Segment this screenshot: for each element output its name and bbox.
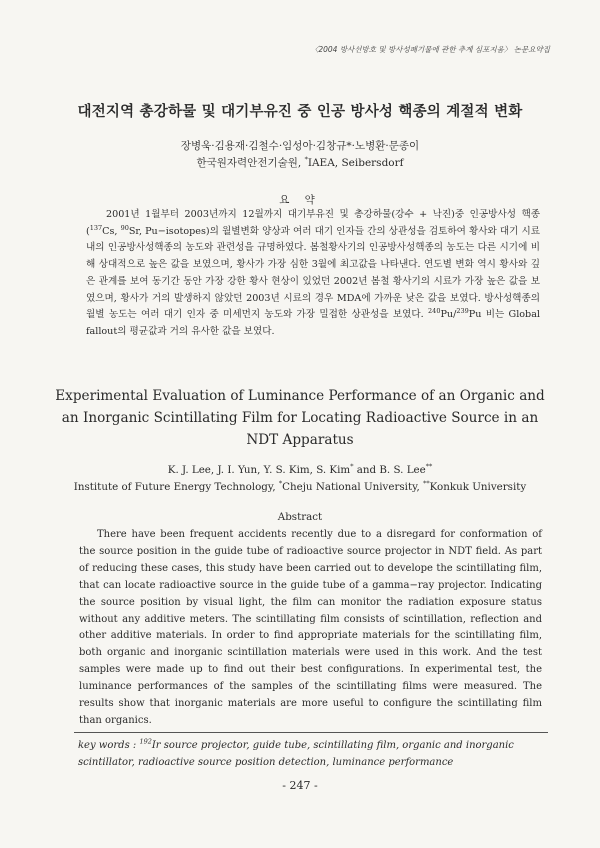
korean-abstract-text: Sr, Pu−isotopes)의 월별변화 양상과 여러 대기 인자들 간의 상관성을 검토하여 황사와 대기 시료내의 인공방사성핵종의 농도와 관련성을 규명하였다. 봄철황사기의 인공방사성핵종의 농도는 다른 시기에 비해 상대적으로 높은 값을 보였으며, 황사가 가장 심한 3월에 최고값을 나타낸다. 연도별 변화 역시 황사와 깊은 관계를 보여 동기간 동안 가장 강한 황사 현상이 있었던 2002년 봄철 황사기의 시료가 가장 높은 값을 보였으며, 황사가 거의 발생하지 않았던 2003년 시료의 경우 MDA에 가까운 낮은 값을 보였다. 방사성핵종의 월별 농도는 여러 대기 인자 중 미세먼지 농도와 가장 밀접한 상관성을 보였다. — [86, 225, 540, 321]
korean-abstract-heading: 요 약 — [279, 194, 321, 206]
korean-affiliation-main: 한국원자력안전기술원, — [196, 157, 305, 169]
author-mark: ** — [425, 462, 433, 471]
keywords-text: Ir source projector, guide tube, scintillating film, organic and inorganic scintillator, radioactive source position detection, luminance performance — [78, 740, 514, 768]
korean-author-block — [0, 138, 600, 172]
keywords-label: key words : — [78, 740, 140, 751]
keywords — [78, 737, 548, 771]
english-authors-and: and B. S. Lee — [353, 464, 426, 476]
korean-abstract-text: Cs, — [102, 225, 121, 237]
korean-abstract — [86, 207, 540, 341]
english-author-block — [40, 462, 560, 496]
affiliation-mark: ** — [423, 479, 430, 488]
isotope-superscript: 239 — [456, 307, 469, 316]
english-abstract: There have been frequent accidents recently due to a disregard for conformation of the source position in the guide tube of radioactive source projector in NDT field. As part of reducing these cases, this study have been carried out to develope the scintillating film, that can locate radioactive source in the guide tube of a gamma−ray projector. Indicating the source position by visual light, the film can monitor the radiation exposure status without any additive meters. The scintillating film consists of scintillation, reflection and other additive materials. In order to find appropriate materials for the scintillating film, both organic and inorganic scintillation materials were used in this work. And the test samples were made up to find out their best configurations. In experimental test, the luminance performances of the samples of the scintillating films were measured. The results show that inorganic materials are more useful to configure the scintillating film than organics. — [79, 529, 542, 726]
affiliation-1: Institute of Future Energy Technology, — [73, 481, 279, 493]
korean-affiliation-mark: * — [304, 155, 308, 164]
page-number: - 247 - — [282, 779, 318, 792]
english-title: Experimental Evaluation of Luminance Performance of an Organic and an Inorganic Scintillating Film for Locating Radioactive Source in an NDT Apparatus — [55, 388, 545, 448]
korean-abstract-text: Pu 비는 Global fallout의 평균값과 거의 유사한 값을 보였다. — [86, 309, 540, 337]
affiliation-mark: * — [278, 479, 283, 488]
korean-affiliation — [0, 155, 600, 172]
english-authors-main: K. J. Lee, J. I. Yun, Y. S. Kim, S. Kim — [167, 464, 351, 476]
korean-abstract-text: Pu/ — [440, 309, 457, 321]
korean-abstract-text: 2001년 1월부터 2003년까지 12월까지 대기부유진 및 총강하물(강수 + 낙진)중 인공방사성 핵종( — [86, 209, 540, 237]
keywords-divider — [74, 732, 548, 733]
isotope-superscript: 137 — [89, 223, 103, 232]
korean-title: 대전지역 총강하물 및 대기부유진 중 인공 방사성 핵종의 계절적 변화 — [77, 103, 523, 120]
affiliation-2: Cheju National University, — [282, 481, 424, 493]
isotope-superscript: 90 — [120, 223, 129, 232]
isotope-superscript: 192 — [139, 737, 152, 746]
korean-affiliation-other: IAEA, Seibersdorf — [307, 157, 404, 169]
korean-authors: 장병욱·김용재·김철수·임성아·김창규*·노병환·문종이 — [180, 140, 420, 152]
running-header: 〈2004 방사선방호 및 방사성폐기물에 관한 추계 심포지움〉 논문요약집 — [310, 45, 550, 54]
affiliation-3: Konkuk University — [429, 481, 527, 493]
english-abstract-heading: Abstract — [277, 511, 323, 523]
isotope-superscript: 240 — [428, 307, 441, 316]
author-mark: * — [350, 462, 354, 471]
english-authors — [40, 462, 560, 479]
english-affiliations — [40, 479, 560, 496]
